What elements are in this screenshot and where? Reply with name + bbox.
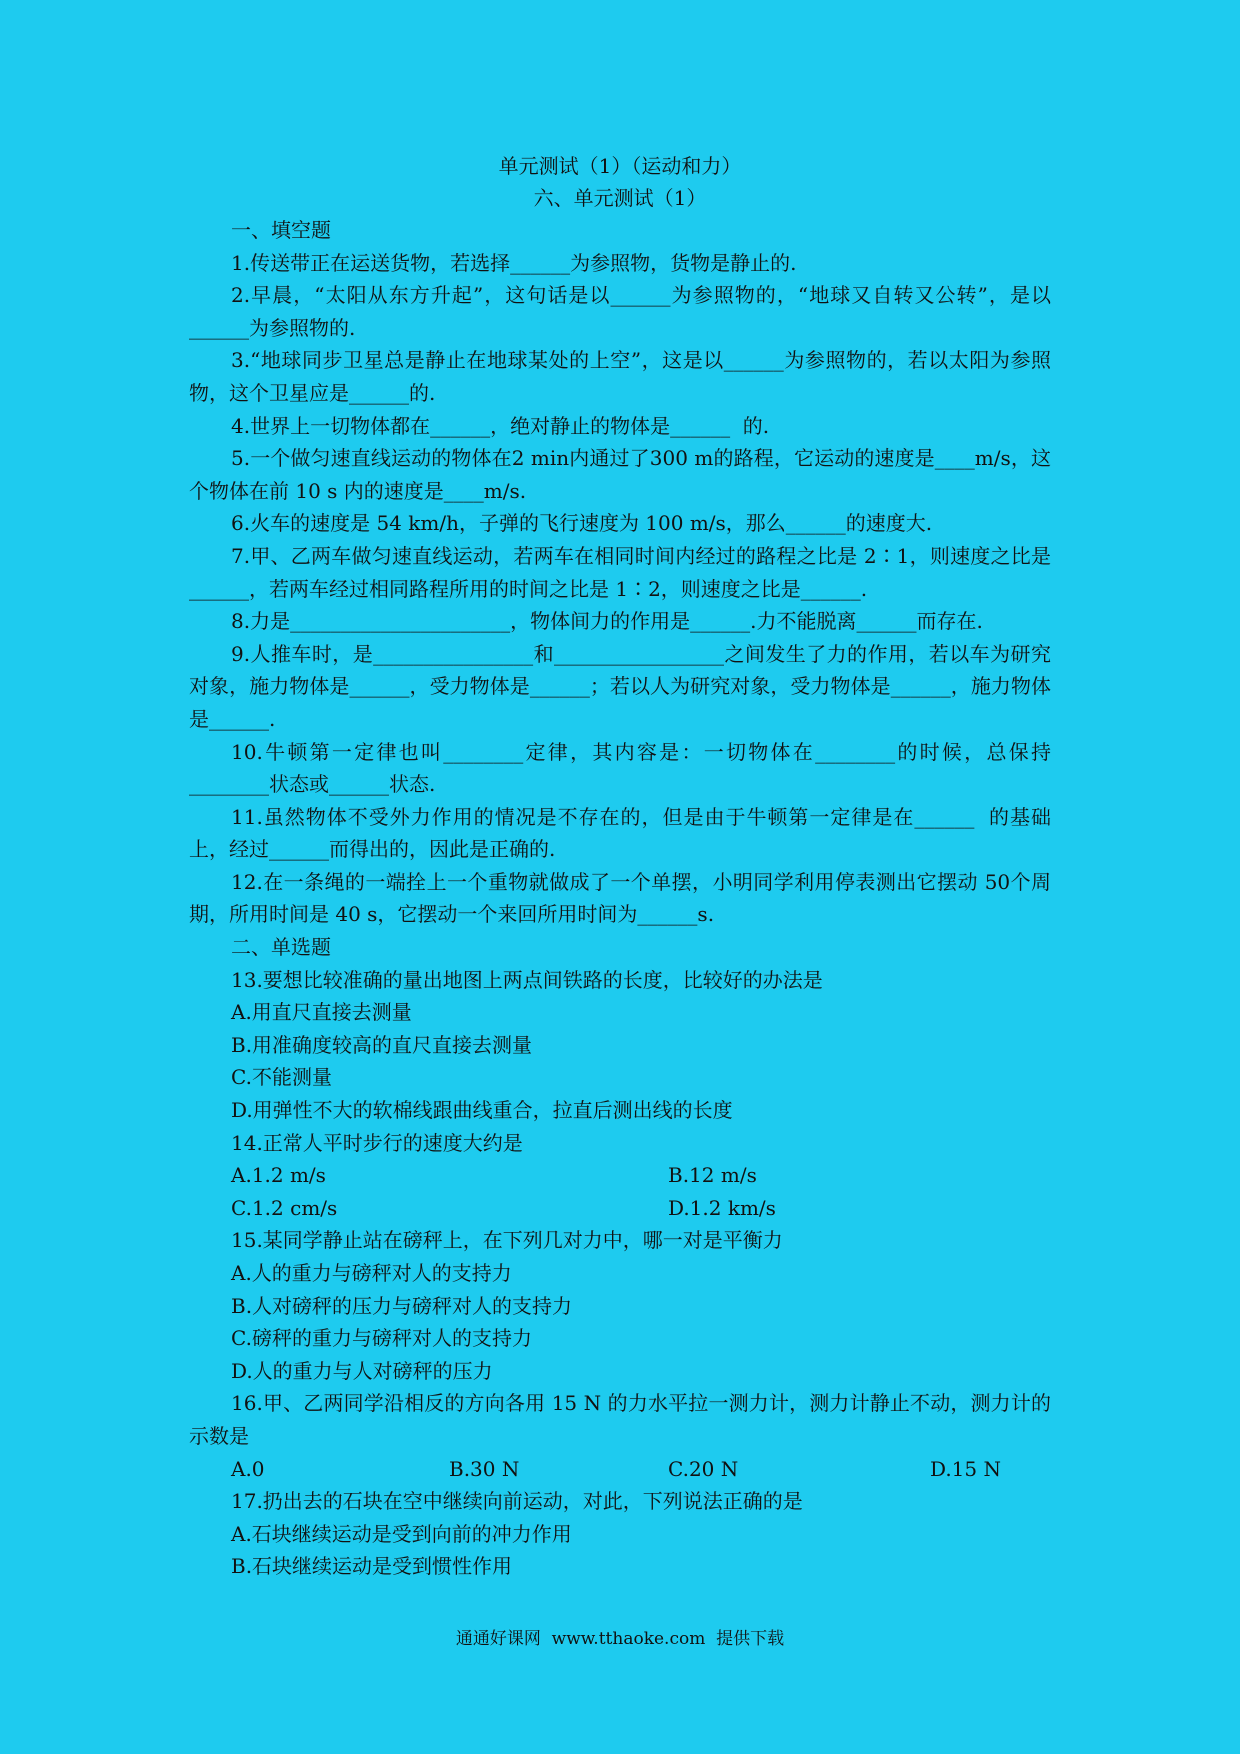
question-7: 7.甲、乙两车做匀速直线运动，若两车在相同时间内经过的路程之比是 2∶1，则速度之比是______，若两车经过相同路程所用的时间之比是 1∶2，则速度之比是______. (189, 543, 1051, 601)
question-14-option-b: B.12 m/s (668, 1163, 757, 1188)
question-17-option-a: A.石块继续运动是受到向前的冲力作用 (231, 1521, 572, 1546)
question-13: 13.要想比较准确的量出地图上两点间铁路的长度，比较好的办法是 (231, 967, 823, 992)
question-14-option-a: A.1.2 m/s (231, 1163, 326, 1188)
question-10: 10.牛顿第一定律也叫________定律，其内容是：一切物体在________的时候，总保持________状态或______状态. (189, 739, 1051, 797)
question-17-option-b: B.石块继续运动是受到惯性作用 (231, 1554, 513, 1579)
question-12: 12.在一条绳的一端拴上一个重物就做成了一个单摆，小明同学利用停表测出它摆动 50个周期，所用时间是 40 s，它摆动一个来回所用时间为______s. (189, 869, 1051, 927)
question-15: 15.某同学静止站在磅秤上，在下列几对力中，哪一对是平衡力 (231, 1228, 783, 1253)
question-16-option-c: C.20 N (668, 1456, 739, 1481)
question-13-option-d: D.用弹性不大的软棉线跟曲线重合，拉直后测出线的长度 (231, 1098, 733, 1123)
question-4: 4.世界上一切物体都在______，绝对静止的物体是______ 的. (231, 413, 770, 438)
question-2: 2.早晨，“太阳从东方升起”，这句话是以______为参照物的，“地球又自转又公转”，是以______为参照物的. (189, 283, 1051, 340)
question-8: 8.力是______________________，物体间力的作用是______.力不能脱离______而存在. (231, 609, 983, 634)
question-14-options-row-1 (189, 1159, 1051, 1192)
question-15-option-d: D.人的重力与人对磅秤的压力 (231, 1358, 493, 1383)
question-16-option-a: A.0 (231, 1456, 265, 1481)
question-16-option-d: D.15 N (930, 1456, 1001, 1481)
question-14-option-c: C.1.2 cm/s (231, 1195, 338, 1220)
question-14-options-row-2 (189, 1192, 1051, 1225)
question-11: 11.虽然物体不受外力作用的情况是不存在的，但是由于牛顿第一定律是在______ 的基础上，经过______而得出的，因此是正确的. (189, 804, 1051, 862)
question-9: 9.人推车时，是________________和_________________之间发生了力的作用，若以车为研究对象，施力物体是______，受力物体是______；若以人为研究对象，受力物体是______，施力物体是______. (189, 641, 1051, 731)
question-15-option-a: A.人的重力与磅秤对人的支持力 (231, 1261, 512, 1285)
question-5: 5.一个做匀速直线运动的物体在2 min内通过了300 m的路程，它运动的速度是____m/s，这个物体在前 10 s 内的速度是____m/s. (189, 446, 1051, 503)
question-14-option-d: D.1.2 km/s (668, 1195, 776, 1220)
question-16-options-row (189, 1453, 1051, 1486)
question-13-option-a: A.用直尺直接去测量 (231, 1000, 412, 1025)
section-heading-fill-blank: 一、填空题 (231, 218, 331, 242)
question-14: 14.正常人平时步行的速度大约是 (231, 1130, 523, 1155)
question-3: 3.“地球同步卫星总是静止在地球某处的上空”，这是以______为参照物的，若以太阳为参照物，这个卫星应是______的. (189, 348, 1051, 405)
document-subtitle: 六、单元测试（1） (533, 186, 707, 210)
section-heading-single-choice: 二、单选题 (231, 935, 331, 960)
document-title: 单元测试（1）（运动和力） (498, 154, 742, 178)
question-13-option-c: C.不能测量 (231, 1065, 332, 1090)
question-1: 1.传送带正在运送货物，若选择______为参照物，货物是静止的. (231, 250, 797, 275)
question-15-option-b: B.人对磅秤的压力与磅秤对人的支持力 (231, 1293, 573, 1318)
question-16: 16.甲、乙两同学沿相反的方向各用 15 N 的力水平拉一测力计，测力计静止不动，测力计的示数是 (189, 1391, 1051, 1448)
question-16-option-b: B.30 N (449, 1456, 520, 1481)
question-13-option-b: B.用准确度较高的直尺直接去测量 (231, 1032, 533, 1057)
question-6: 6.火车的速度是 54 km/h，子弹的飞行速度为 100 m/s，那么______的速度大. (231, 511, 933, 536)
exam-page (189, 150, 1051, 1583)
question-17: 17.扔出去的石块在空中继续向前运动，对此，下列说法正确的是 (231, 1489, 803, 1514)
question-15-option-c: C.磅秤的重力与磅秤对人的支持力 (231, 1326, 532, 1351)
page-footer: 通通好课网 www.tthaoke.com 提供下载 (455, 1629, 785, 1649)
